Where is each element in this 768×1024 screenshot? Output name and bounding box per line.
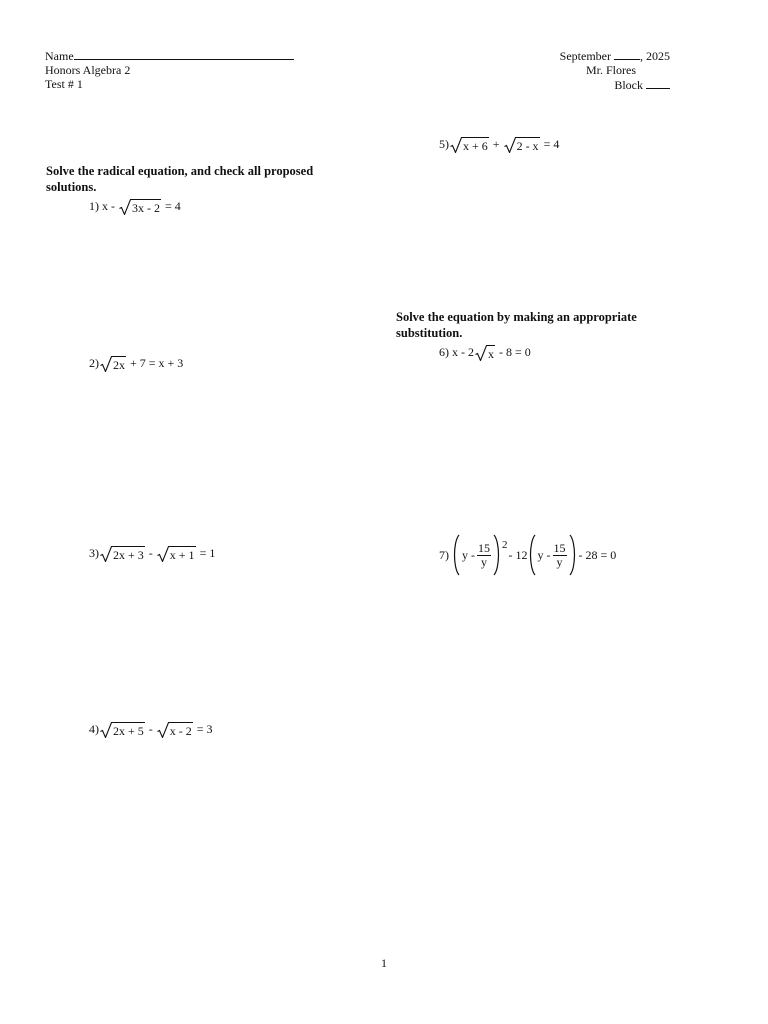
radicand: 3x - 2 xyxy=(132,201,160,216)
header-left xyxy=(45,48,294,91)
right-paren-icon xyxy=(493,534,501,576)
radical-sign-icon xyxy=(475,345,487,361)
radicand: 2x xyxy=(113,358,125,373)
radical-sign-icon xyxy=(100,546,112,562)
fraction-numerator: 15 xyxy=(553,540,566,555)
header-right xyxy=(540,48,670,92)
problem-2 xyxy=(89,356,183,372)
radical xyxy=(475,345,495,361)
left-paren-icon xyxy=(452,534,460,576)
expr-text: - xyxy=(145,546,156,560)
problem-number: 7) xyxy=(439,547,449,562)
expr-text: x - xyxy=(102,199,118,213)
date-year: , 2025 xyxy=(640,49,670,63)
expr-text: - 12 xyxy=(508,547,528,562)
problem-number: 6) xyxy=(439,345,449,359)
expr-text: = 4 xyxy=(540,137,560,151)
problem-number: 3) xyxy=(89,546,99,560)
expr-text: - 8 = 0 xyxy=(496,345,531,359)
block-blank[interactable] xyxy=(646,77,670,89)
radical-sign-icon xyxy=(157,546,169,562)
problem-number: 1) xyxy=(89,199,99,213)
radical xyxy=(119,199,161,215)
radicand: x xyxy=(488,347,494,362)
expr-text: x - 2 xyxy=(452,345,474,359)
radical xyxy=(450,137,489,153)
radical xyxy=(100,356,126,372)
test-title: Test # 1 xyxy=(45,77,83,91)
radicand: x - 2 xyxy=(169,724,192,739)
problem-number: 5) xyxy=(439,137,449,151)
problem-6 xyxy=(439,345,531,361)
problem-number: 4) xyxy=(89,722,99,736)
radical xyxy=(504,137,540,153)
radical xyxy=(157,722,193,738)
radical xyxy=(100,722,145,738)
expr-text: + xyxy=(489,137,503,151)
block-label: Block xyxy=(614,78,643,92)
radical-sign-icon xyxy=(504,137,516,153)
expr-text: - xyxy=(145,722,156,736)
radical xyxy=(157,546,196,562)
expr-text: = 1 xyxy=(196,546,216,560)
substitution-instructions: Solve the equation by making an appropriate substitution. xyxy=(396,310,637,340)
left-paren-icon xyxy=(528,534,536,576)
expr-text: y - xyxy=(537,547,551,562)
problem-7 xyxy=(439,534,616,576)
radicand: x + 1 xyxy=(169,548,195,563)
date-month: September xyxy=(559,49,611,63)
problem-number: 2) xyxy=(89,356,99,370)
page-number: 1 xyxy=(381,956,387,970)
problem-4 xyxy=(89,722,213,738)
radicand: 2x + 3 xyxy=(113,548,144,563)
right-paren-icon xyxy=(569,534,577,576)
radicand: 2x + 5 xyxy=(113,724,144,739)
teacher-name: Mr. Flores xyxy=(585,63,636,77)
expr-text: + 7 = x + 3 xyxy=(127,356,184,370)
expr-text: - 28 = 0 xyxy=(578,547,617,562)
date-day-blank[interactable] xyxy=(614,48,640,60)
problem-1 xyxy=(89,199,181,215)
problem-3 xyxy=(89,546,215,562)
fraction-numerator: 15 xyxy=(478,540,490,555)
radical-sign-icon xyxy=(119,199,131,215)
fraction-denominator: y xyxy=(556,554,563,569)
radical-sign-icon xyxy=(450,137,462,153)
fraction-denominator: y xyxy=(481,554,487,569)
expr-text: y - xyxy=(462,547,475,562)
fraction xyxy=(477,542,491,569)
name-blank[interactable] xyxy=(74,48,294,60)
radical-sign-icon xyxy=(100,722,112,738)
expr-text: = 3 xyxy=(193,722,213,736)
name-label: Name xyxy=(45,49,74,63)
expr-text: = 4 xyxy=(162,199,181,213)
radicand: x + 6 xyxy=(463,139,488,154)
radical-instructions: Solve the radical equation, and check all proposed solutions. xyxy=(46,164,314,194)
course-title: Honors Algebra 2 xyxy=(45,63,131,77)
radical xyxy=(100,546,145,562)
fraction xyxy=(553,542,567,569)
radical-sign-icon xyxy=(157,722,169,738)
radical-sign-icon xyxy=(100,356,112,372)
problem-5 xyxy=(439,137,559,153)
radicand: 2 - x xyxy=(516,139,539,154)
exponent: 2 xyxy=(502,539,508,551)
